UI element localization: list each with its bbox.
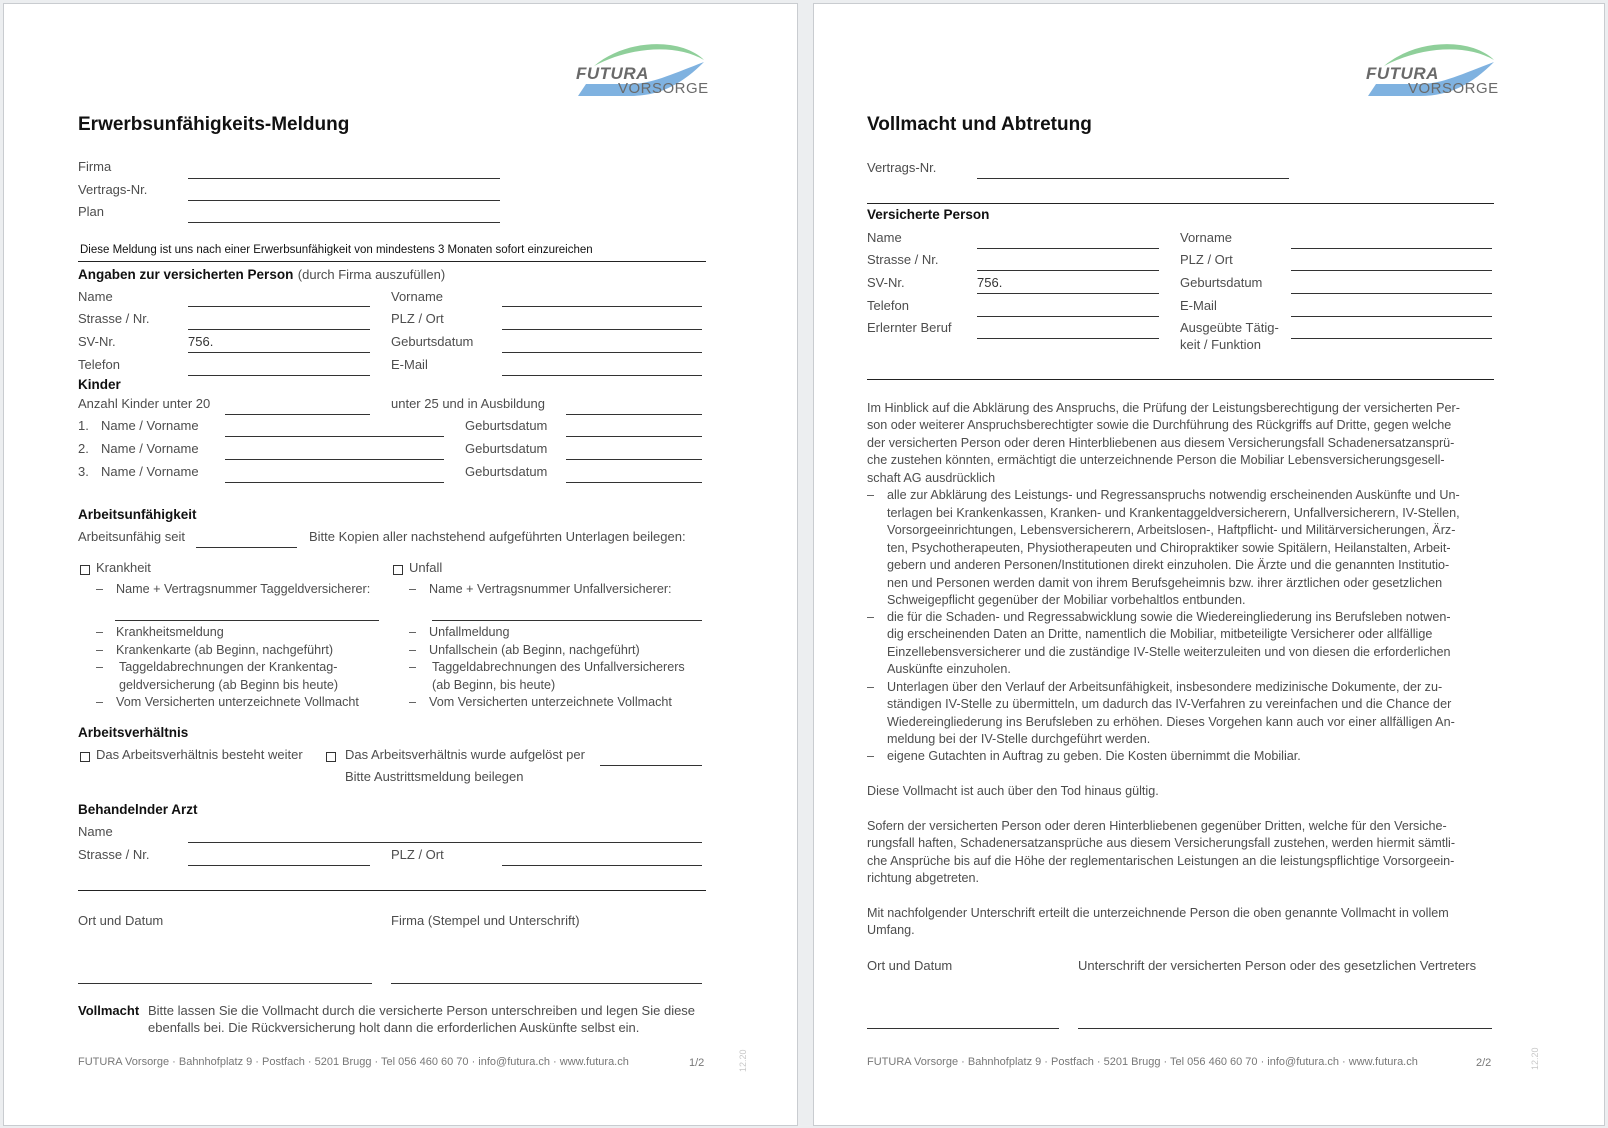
field-label: Geburtsdatum (1180, 275, 1263, 290)
intro-line: schaft AG ausdrücklich (867, 471, 996, 485)
field-label: Plan (78, 204, 105, 219)
field-label: SV-Nr. (78, 334, 116, 349)
field-label: Name / Vorname (101, 441, 199, 456)
footer-text: FUTURA Vorsorge · Bahnhofplatz 9 · Postfach · 5201 Brugg · Tel 056 460 60 70 · info@futura.ch · www.futura.ch (867, 1056, 1418, 1068)
signature-input[interactable] (1078, 1028, 1492, 1029)
field-label: E-Mail (391, 357, 428, 372)
field-label: Name / Vorname (101, 464, 199, 479)
vertrag-input[interactable] (188, 200, 500, 201)
vorname-input[interactable] (1291, 248, 1492, 249)
kind-date-input[interactable] (566, 436, 702, 437)
field-label: Geburtsdatum (391, 334, 474, 349)
plz-input[interactable] (502, 329, 702, 330)
beruf-input[interactable] (977, 338, 1159, 339)
field-label: Name (78, 824, 113, 839)
form-page-2 (813, 3, 1605, 1126)
intro-line: Im Hinblick auf die Abklärung des Anspruchs, die Prüfung der Leistungsberechtigung der versicherten Per- (867, 401, 1460, 415)
bullet-dash: – (867, 488, 875, 502)
plan-input[interactable] (188, 222, 500, 223)
bullet-line: gebern und anderen Personen/Institutionen direkt einzuholen. Die Ärzte und die genannten Institutio- (887, 558, 1450, 572)
au-since-input[interactable] (196, 547, 297, 548)
checkbox-label: Unfall (409, 560, 443, 575)
email-input[interactable] (1291, 316, 1492, 317)
bullet-line: ten, Psychotherapeuten, Physiotherapeuten und Chiropraktiker sowie Spitälern, Heilanstalten, Arbeit- (887, 541, 1451, 555)
page-number: 1/2 (689, 1057, 705, 1069)
sofern-line: Sofern der versicherten Person oder deren Hinterbliebenen gegenüber Dritten, welche für den Versiche- (867, 819, 1447, 833)
sv-value[interactable]: 756. (188, 334, 214, 349)
telefon-input[interactable] (188, 375, 370, 376)
logo-text-futura: FUTURA (576, 64, 649, 83)
ort-datum-input[interactable] (867, 1028, 1059, 1029)
field-label: Strasse / Nr. (78, 847, 150, 862)
sofern-line: richtung abgetreten. (867, 871, 980, 885)
field-label: SV-Nr. (867, 275, 905, 290)
sv-value[interactable]: 756. (977, 275, 1003, 290)
vollmacht-text: ebenfalls bei. Die Rückversicherung holt dann die erforderlichen Auskünfte selbst ein. (148, 1020, 640, 1035)
version-stamp: 12.20 (1530, 1047, 1540, 1070)
heading-note: (durch Firma auszufüllen) (297, 267, 446, 282)
page-title: Erwerbsunfähigkeits-Meldung (78, 114, 350, 135)
taetigkeit-input[interactable] (1291, 338, 1492, 339)
section-heading-au: Arbeitsunfähigkeit (78, 507, 197, 522)
divider (78, 261, 706, 262)
strasse-input[interactable] (188, 329, 370, 330)
section-heading-arzt: Behandelnder Arzt (78, 802, 198, 817)
field-label: Ausgeübte Tätig- (1180, 320, 1279, 335)
sofern-line: rungsfall haften, Schadenersatzansprüche aus diesem Versicherungsfall zustehen, werden hiermit sämtli- (867, 836, 1456, 850)
field-label: Strasse / Nr. (867, 252, 939, 267)
kind-date-input[interactable] (566, 482, 702, 483)
firma-signature-input[interactable] (391, 983, 702, 984)
bullet-line: ständigen IV-Stelle zu übermitteln, um dadurch das IV-Verfahren zu vereinfachen und die Chance der (887, 697, 1452, 711)
sofern-line: che Ansprüche bis auf die Höhe der reglementarischen Leistungen an die leistungspflichtige Vorsorgeein- (867, 854, 1455, 868)
field-label: Anzahl Kinder unter 20 (78, 396, 211, 411)
arzt-plz-input[interactable] (502, 865, 702, 866)
kind-name-input[interactable] (225, 459, 444, 460)
gueltig-text: Diese Vollmacht ist auch über den Tod hinaus gültig. (867, 784, 1159, 798)
bullet-dash: – (867, 680, 875, 694)
page-number: 2/2 (1476, 1057, 1492, 1069)
kind-date-input[interactable] (566, 459, 702, 460)
intro-line: son oder weiterer Anspruchsberechtigter sowie die Durchführung des Rückgriffs auf Dritte, gegen welche (867, 418, 1452, 432)
bullet-line: alle zur Abklärung des Leistungs- und Regressanspruchs notwendig erscheinenden Auskünfte und Un- (887, 488, 1460, 502)
bullet-line: die für die Schaden- und Regressabwicklung sowie die Wiedereingliederung ins Berufsleben notwen- (887, 610, 1451, 624)
bullet-line: Schweigepflicht gegenüber der Mobiliar vorbehaltlos entbunden. (887, 593, 1246, 607)
field-label: Geburtsdatum (465, 441, 548, 456)
plz-input[interactable] (1291, 270, 1492, 271)
field-label: Name / Vorname (101, 418, 199, 433)
logo-text-vorsorge: VORSORGE (618, 80, 709, 97)
vertrag-input[interactable] (977, 178, 1289, 179)
bullet-dash: – (867, 610, 875, 624)
logo-text-futura: FUTURA (1366, 64, 1439, 83)
mit-line: Umfang. (867, 923, 915, 937)
kind-name-input[interactable] (225, 482, 444, 483)
field-label: Firma (78, 159, 112, 174)
checkbox-label: Das Arbeitsverhältnis besteht weiter (96, 747, 303, 762)
field-label: keit / Funktion (1180, 337, 1261, 352)
kinder-count-input[interactable] (225, 414, 370, 415)
field-label: Strasse / Nr. (78, 311, 150, 326)
field-label: unter 25 und in Ausbildung (391, 396, 545, 411)
section-heading-vp: Versicherte Person (867, 207, 990, 222)
notice-text: Diese Meldung ist uns nach einer Erwerbsunfähigkeit von mindestens 3 Monaten sofort einzureichen (80, 244, 593, 256)
field-label: Erlernter Beruf (867, 320, 952, 335)
logo-text-vorsorge: VORSORGE (1408, 80, 1499, 97)
field-label: Vorname (1180, 230, 1233, 245)
section-heading-person (78, 266, 445, 284)
kind-num: 3. (78, 464, 89, 479)
field-label: Geburtsdatum (465, 464, 548, 479)
bullet-line: meldung bei der IV-Stelle durchgeführt werden. (887, 732, 1151, 746)
vollmacht-label: Vollmacht (78, 1003, 140, 1018)
telefon-input[interactable] (977, 316, 1159, 317)
form-page-1: FUTURA VORSORGE Erwerbsunfähigkeits-Meldung Firma Vertrags-Nr. Plan Diese Meldung ist uns nach einer Erwerbsunfähigkeit von mindestens 3 Monaten sofort einzureichen Angaben zur versicherten Person (durch Firma auszufüllen) Name Vorname Strasse / Nr. PLZ / Ort SV-Nr. 756. Geburtsdatum Telefon E-Mail Kinder Anzahl Kinder unter 20 unter 25 und in Ausbildung 1. Name / Vorname Geburtsdatum 2. Name / Vorname Geburtsdatum 3. Name / Vorname Geburtsdatum Arbeitsunfähigkeit Arbeitsunfähig seit Bitte Kopien aller nachstehend aufgeführten Unterlagen beilegen: Krankheit Unfall – Name + Vertragsnummer Taggeldversicherer: – Name + Vertragsnummer Unfallversicherer: – Krankheitsmeldung – Krankenkarte (ab Beginn, nachgeführt) – Taggeldabrechnungen der Krankentag- geldversicherung (ab Beginn bis heute) – Vom Versicherten unterzeichnete Vollmacht – Unfallmeldung – Unfallschein (ab Beginn, nachgeführt) – Taggeldabrechnungen des Unfallversicherers (ab Beginn, bis heute) – Vom Versicherten unterzeichnete Vollmacht Arbeitsverhältnis Das Arbeitsverhältnis besteht weiter Das Arbeitsverhältnis wurde aufgelöst per Bitte Austrittsmeldung beilegen Behandelnder Arzt Name Strasse / Nr. PLZ / Ort Ort und Datum Firma (Stempel und Unterschrift) Vollmacht Bitte lassen Sie die Vollmacht durch die versicherte Person unterschreiben und legen Sie diese ebenfalls bei. Die Rückversicherung holt dann die erforderlichen Auskünfte selbst ein. FUTURA Vorsorge · Bahnhofplatz 9 · Postfach · 5201 Brugg · Tel 056 460 60 70 · info@futura.ch · www.futura.ch 1/2 12.20 (3, 3, 798, 1126)
bullet-line: terlagen bei Krankenkassen, Kranken- und Krankentaggeldversicherern, Unfallversicherern, IV-Stellen, (887, 506, 1460, 520)
field-label: Name (867, 230, 902, 245)
futura-logo (1362, 40, 1497, 100)
taggeld-versicherer-input[interactable] (115, 620, 379, 621)
intro-line: der versicherten Person oder deren Hinterbliebenen aus diesem Versicherungsfall Schadenersatzansprü- (867, 436, 1455, 450)
krankheit-checkbox[interactable] (80, 565, 90, 575)
field-label: Telefon (867, 298, 909, 313)
unterschrift-label: Unterschrift der versicherten Person oder des gesetzlichen Vertreters (1078, 958, 1477, 973)
firma-stempel-label: Firma (Stempel und Unterschrift) (391, 913, 580, 928)
name-input[interactable] (188, 306, 370, 307)
ort-datum-input[interactable] (78, 983, 372, 984)
sv-input[interactable] (188, 352, 370, 353)
field-label: Vorname (391, 289, 444, 304)
field-label: E-Mail (1180, 298, 1217, 313)
strasse-input[interactable] (977, 270, 1159, 271)
version-stamp: 12.20 (738, 1049, 748, 1072)
field-label: PLZ / Ort (391, 847, 444, 862)
section-heading-av: Arbeitsverhältnis (78, 725, 189, 740)
bullet-line: nen und Personen werden damit von ihrem Berufsgeheimnis bzw. ihrer ärztlichen oder gesetzlichen (887, 576, 1443, 590)
section-heading-kinder: Kinder (78, 377, 121, 392)
geburtsdatum-input[interactable] (1291, 293, 1492, 294)
ort-datum-label: Ort und Datum (867, 958, 953, 973)
kind-num: 1. (78, 418, 89, 433)
bullet-line: dig erscheinenden Daten an Dritte, namentlich die Mobiliar, mitbeteiligte Versicherer oder allfällige (887, 627, 1433, 641)
field-label: PLZ / Ort (1180, 252, 1233, 267)
email-input[interactable] (502, 375, 702, 376)
austritt-date-input[interactable] (600, 765, 702, 766)
checkbox-label: Krankheit (96, 560, 151, 575)
name-input[interactable] (977, 248, 1159, 249)
divider (867, 203, 1494, 204)
unfall-checkbox[interactable] (393, 565, 403, 575)
mit-line: Mit nachfolgender Unterschrift erteilt die unterzeichnende Person die oben genannte Vollmacht in vollem (867, 906, 1449, 920)
copies-note: Bitte Kopien aller nachstehend aufgeführten Unterlagen beilegen: (309, 529, 686, 544)
divider (78, 890, 706, 891)
field-label: Arbeitsunfähig seit (78, 529, 185, 544)
field-label: PLZ / Ort (391, 311, 444, 326)
page-title: Vollmacht und Abtretung (867, 114, 1092, 135)
arzt-strasse-input[interactable] (188, 865, 370, 866)
field-label: Vertrags-Nr. (78, 182, 148, 197)
footer-text: FUTURA Vorsorge · Bahnhofplatz 9 · Postfach · 5201 Brugg · Tel 056 460 60 70 · info@futura.ch · www.futura.ch (78, 1056, 629, 1068)
intro-line: che zustehen könnten, ermächtigt die unterzeichnende Person die Mobiliar Lebensversicherungsgesell- (867, 453, 1445, 467)
kinder-ausbildung-input[interactable] (566, 414, 702, 415)
bullet-line: Einzellebensversicherer und die zuständige IV-Stelle weiterzuleiten und von diesen die erforderlichen (887, 645, 1451, 659)
field-label: Name (78, 289, 113, 304)
vollmacht-text: Bitte lassen Sie die Vollmacht durch die versicherte Person unterschreiben und legen Sie diese (148, 1003, 696, 1018)
sv-input[interactable] (977, 293, 1159, 294)
field-label: Vertrags-Nr. (867, 160, 937, 175)
av-weiter-checkbox[interactable] (80, 752, 90, 762)
arzt-name-input[interactable] (188, 842, 702, 843)
bullet-line: eigene Gutachten in Auftrag zu geben. Die Kosten übernimmt die Mobiliar. (887, 749, 1301, 763)
kind-name-input[interactable] (225, 436, 444, 437)
firma-input[interactable] (188, 178, 500, 179)
bullet-line: Unterlagen über den Verlauf der Arbeitsunfähigkeit, insbesondere medizinische Dokumente, der zu- (887, 680, 1443, 694)
unfall-versicherer-input[interactable] (432, 620, 702, 621)
kind-num: 2. (78, 441, 89, 456)
divider (867, 379, 1494, 380)
futura-logo (572, 40, 707, 100)
ort-datum-label: Ort und Datum (78, 913, 164, 928)
bullet-line: Vorsorgeeinrichtungen, Lebensversicherern, Arbeitslosen-, Haftpflicht- und Militärversicherungen, Ärz- (887, 523, 1456, 537)
austritt-note: Bitte Austrittsmeldung beilegen (345, 769, 524, 784)
bullet-line: Wiedereingliederung ins Berufsleben zu erhöhen. Dieses Vorgehen kann auch vor einer allfälligen An- (887, 715, 1455, 729)
av-aufgeloest-checkbox[interactable] (326, 752, 336, 762)
bullet-dash: – (867, 749, 875, 763)
field-label: Geburtsdatum (465, 418, 548, 433)
vorname-input[interactable] (502, 306, 702, 307)
geburtsdatum-input[interactable] (502, 352, 702, 353)
checkbox-label: Das Arbeitsverhältnis wurde aufgelöst per (345, 747, 585, 762)
bullet-line: Auskünfte einzuholen. (887, 662, 1011, 676)
heading-text: Angaben zur versicherten Person (78, 267, 294, 282)
field-label: Telefon (78, 357, 120, 372)
